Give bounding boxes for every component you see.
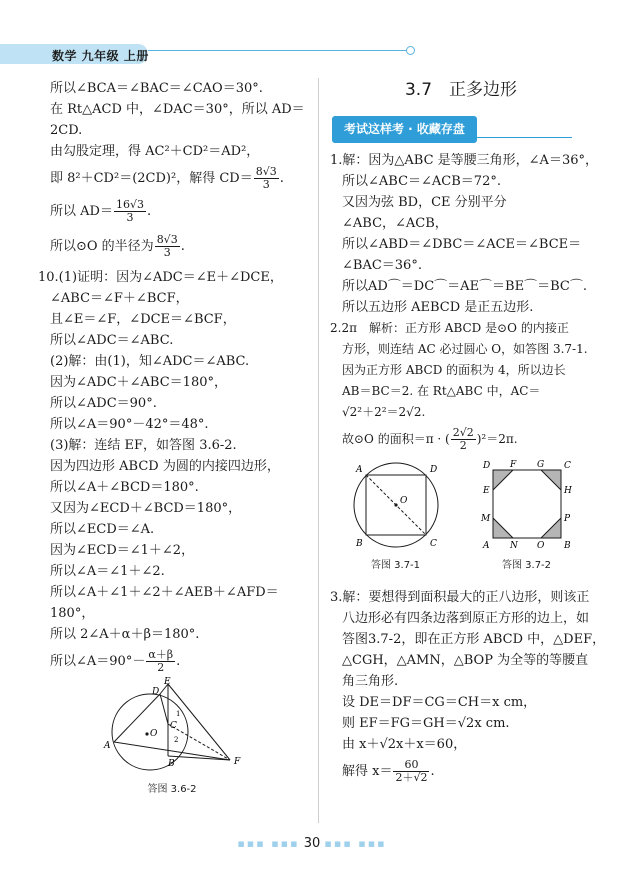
text-line: 角三角形.	[342, 674, 399, 689]
label-G: G	[536, 460, 544, 470]
text-line: 八边形必有四条边落到原正方形的边上，如	[342, 611, 590, 626]
figure-caption: 答图 3.7-1	[370, 560, 421, 571]
label-N: N	[509, 541, 518, 551]
right-column	[330, 78, 606, 784]
text-line: 由 x＋√2x＋x＝60，	[342, 737, 467, 752]
fraction: $\frac{16√3}{3}$	[115, 198, 144, 224]
text-line: 所以∠ABD＝∠DBC＝∠ACE＝∠BCE＝	[342, 237, 582, 252]
text-line: 所以∠ADC＝90°.	[50, 396, 157, 411]
page-footer	[0, 836, 624, 851]
fraction: $\frac{60}{2+√2}$	[395, 758, 428, 784]
inscribed-square-diagram	[346, 458, 446, 552]
section-banner	[332, 116, 592, 140]
page-header	[0, 44, 624, 64]
label-F: F	[234, 757, 241, 767]
label-E: E	[482, 486, 490, 496]
label-A: A	[355, 465, 362, 475]
label-F: F	[509, 460, 516, 470]
text-line: 所以AD⌒＝DC⌒＝AE⌒＝BE⌒＝BC⌒.	[342, 279, 587, 294]
text-line: 答图3.7-2，即在正方形 ABCD 中，△DEF，	[342, 632, 606, 647]
text-line: ∠BAC＝36°.	[342, 258, 422, 273]
label-O: O	[399, 496, 407, 506]
text-line: 故⊙O 的面积＝π · ( $\frac{2√2}{2}$ )²＝2π.	[342, 426, 518, 452]
text-line: 又因为弦 BD，CE 分别平分	[342, 195, 507, 210]
section-title: 3.7 正多边形	[404, 80, 518, 100]
left-column	[38, 78, 306, 797]
page-number: 30	[303, 836, 321, 851]
text-line: 所以∠A＝90°－42°＝48°.	[50, 417, 209, 432]
figure-3-6-2	[38, 676, 306, 797]
label-2: 2	[174, 736, 179, 744]
label-O: O	[536, 541, 544, 551]
text-line: 所以∠ECD＝∠A.	[50, 522, 155, 537]
label-C: C	[563, 461, 571, 471]
text-line: 所以∠A＝∠1＋∠2.	[50, 564, 165, 579]
column-divider	[318, 78, 319, 823]
label-A: A	[482, 541, 489, 551]
figures-3-7	[330, 458, 592, 573]
label-B: B	[168, 759, 175, 769]
label-M: M	[480, 514, 490, 524]
label-B: B	[563, 541, 571, 551]
question-1-line: 1.解：因为△ABC 是等腰三角形，∠A＝36°，	[330, 153, 598, 168]
text-line: ∠ABC＝∠F＋∠BCF，	[50, 291, 189, 306]
text-line: 所以 AD＝ $\frac{16√3}{3}$ .	[50, 198, 152, 224]
question-10-line: 10.(1)证明：因为∠ADC＝∠E＋∠DCE，	[38, 270, 283, 285]
text-line: (2)解：由(1)，知∠ADC＝∠ABC.	[50, 354, 250, 369]
text-line: 所以∠A＋∠BCD＝180°.	[50, 480, 199, 495]
label-B: B	[355, 539, 363, 549]
label-D: D	[152, 687, 160, 697]
figure-caption: 答图 3.7-2	[501, 560, 552, 571]
text-line: (3)解：连结 EF，如答图 3.6-2.	[50, 438, 237, 453]
text-line: 且∠E＝∠F，∠DCE＝∠BCF，	[50, 312, 236, 327]
text-line: 180°，	[50, 606, 95, 621]
label-H: H	[563, 486, 572, 496]
footer-dots-left-icon: ▪▪▪ ▪▪▪	[237, 837, 300, 850]
text-line: 即 8²＋CD²＝(2CD)²，解得 CD＝ $\frac{8√3}{3}$ .	[50, 165, 284, 191]
text-line: △CGH，△AMN，△BOP 为全等的等腰直	[342, 653, 589, 668]
text-line: 所以∠A＋∠1＋∠2＋∠AEB＋∠AFD＝	[50, 585, 279, 600]
label-A: A	[104, 741, 111, 751]
question-2-line: 2.2π 解析：正方形 ABCD 是⊙O 的内接正	[330, 321, 569, 335]
text-line: 所以五边形 AEBCD 是正五边形.	[342, 300, 534, 315]
question-3-line: 3.解：要想得到面积最大的正八边形，则该正	[330, 590, 590, 605]
label-D: D	[482, 461, 490, 471]
fraction: $\frac{8√3}{3}$	[255, 165, 277, 191]
header-rule	[148, 50, 410, 51]
label-C: C	[429, 539, 437, 549]
label-P: P	[563, 514, 570, 524]
footer-dots-right-icon: ▪▪▪ ▪▪▪	[324, 837, 387, 850]
text-line: 所以∠A＝90°－ $\frac{\alpha+\beta}{2}$ .	[50, 648, 181, 674]
text-line: 由勾股定理，得 AC²＋CD²＝AD²，	[50, 144, 260, 159]
text-line: AB＝BC＝2. 在 Rt△ABC 中，AC＝	[342, 384, 541, 398]
text-line: 方形，则连结 AC 必过圆心 O，如答图 3.7-1.	[342, 342, 588, 356]
text-line: 2CD.	[50, 123, 83, 138]
text-line: 又因为∠ECD＋∠BCD＝180°，	[50, 501, 242, 516]
octagon-in-square-diagram	[477, 458, 577, 552]
fraction: $\frac{\alpha+\beta}{2}$	[148, 648, 174, 674]
text-line: 在 Rt△ACD 中，∠DAC＝30°，所以 AD＝	[50, 102, 305, 117]
book-title: 数学 九年级 上册	[52, 49, 149, 63]
text-line: 因为∠ECD＝∠1＋∠2，	[50, 543, 195, 558]
text-line: 因为∠ADC＋∠ABC＝180°，	[50, 375, 227, 390]
fraction: $\frac{2√2}{2}$	[452, 426, 474, 452]
text-line: 则 EF＝FG＝GH＝√2x cm.	[342, 716, 510, 731]
text-line: ∠ABC，∠ACB，	[342, 216, 448, 231]
text-line: 设 DE＝DF＝CG＝CH＝x cm，	[342, 695, 537, 710]
fraction: $\frac{8√3}{3}$	[156, 233, 178, 259]
text-line: 所以∠ABC＝∠ACB＝72°.	[342, 174, 501, 189]
label-E: E	[164, 677, 171, 687]
label-1: 1	[176, 710, 181, 718]
figure-3-7-2	[477, 458, 577, 573]
banner-label: 考试这样考 · 收藏存盘	[332, 116, 477, 143]
figure-3-7-1	[346, 458, 446, 573]
text-line: 解得 x＝ $\frac{60}{2+√2}$ .	[342, 758, 435, 784]
label-D: D	[429, 465, 437, 475]
label-O: O	[150, 729, 158, 739]
text-line: 因为正方形 ABCD 的面积为 4，所以边长	[342, 363, 566, 377]
text-line: 所以⊙O 的半径为 $\frac{8√3}{3}$ .	[50, 233, 185, 259]
text-line: 所以 2∠A＋α＋β＝180°.	[50, 627, 200, 642]
figure-caption: 答图 3.6-2	[147, 784, 197, 795]
circle-quadrilateral-diagram	[92, 676, 252, 776]
header-dot-icon	[406, 46, 415, 55]
text-line: 因为四边形 ABCD 为圆的内接四边形，	[50, 459, 280, 474]
text-line: √2²＋2²＝2√2.	[342, 405, 426, 419]
label-C: C	[170, 721, 177, 731]
text-line: 所以∠BCA＝∠BAC＝∠CAO＝30°.	[50, 81, 263, 96]
text-line: 所以∠ADC＝∠ABC.	[50, 333, 174, 348]
